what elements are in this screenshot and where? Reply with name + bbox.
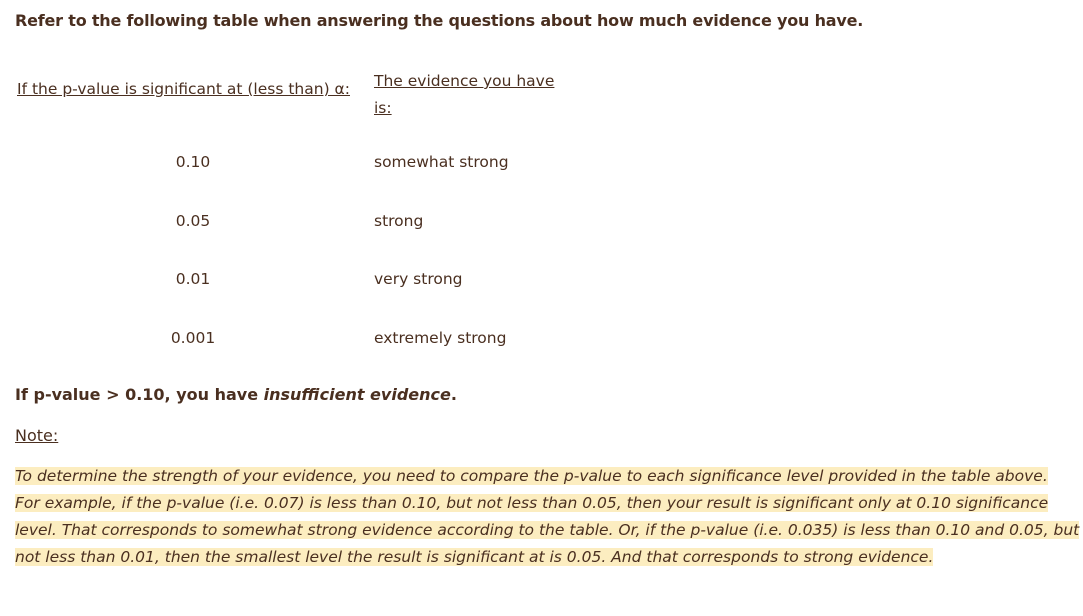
note-label: Note: [15, 426, 59, 445]
alpha-value: 0.10 [175, 153, 211, 171]
insufficient-evidence-statement [15, 385, 457, 404]
evidence-strength: extremely strong [374, 329, 507, 347]
note-paragraph-2: For example, if the p-value (i.e. 0.07) is less than 0.10, but not less than 0.05, then your result is significant only at 0.10 significance level. That corresponds to somewhat strong evidence according to the table. Or, if the p-value (i.e. 0.035) is less than 0.10 and 0.05, but not less than 0.01, then the smallest level the result is significant at is 0.05. And that corresponds to strong evidence. [15, 494, 1080, 566]
alpha-value: 0.001 [170, 329, 216, 347]
evidence-strength: strong [374, 212, 424, 230]
table-row [15, 153, 575, 179]
insufficient-suffix: . [450, 385, 457, 404]
intro-instruction: Refer to the following table when answering the questions about how much evidence you have. [15, 11, 864, 30]
column-header-alpha: If the p-value is significant at (less than) α: [17, 80, 350, 98]
evidence-strength: somewhat strong [374, 153, 509, 171]
alpha-value: 0.05 [175, 212, 211, 230]
note-body [15, 463, 1081, 571]
insufficient-prefix: If p-value > 0.10, you have [15, 385, 264, 404]
note-line-1: To determine the strength of your evidence, you need to compare the p-value to each significance level provided in the table above. [15, 467, 1048, 485]
table-row [15, 212, 575, 238]
table-row [15, 329, 575, 355]
table-row [15, 270, 575, 296]
evidence-strength: very strong [374, 270, 463, 288]
insufficient-emphasis: insufficient evidence [263, 385, 451, 404]
alpha-value: 0.01 [175, 270, 211, 288]
column-header-evidence: The evidence you have is: [374, 72, 555, 117]
